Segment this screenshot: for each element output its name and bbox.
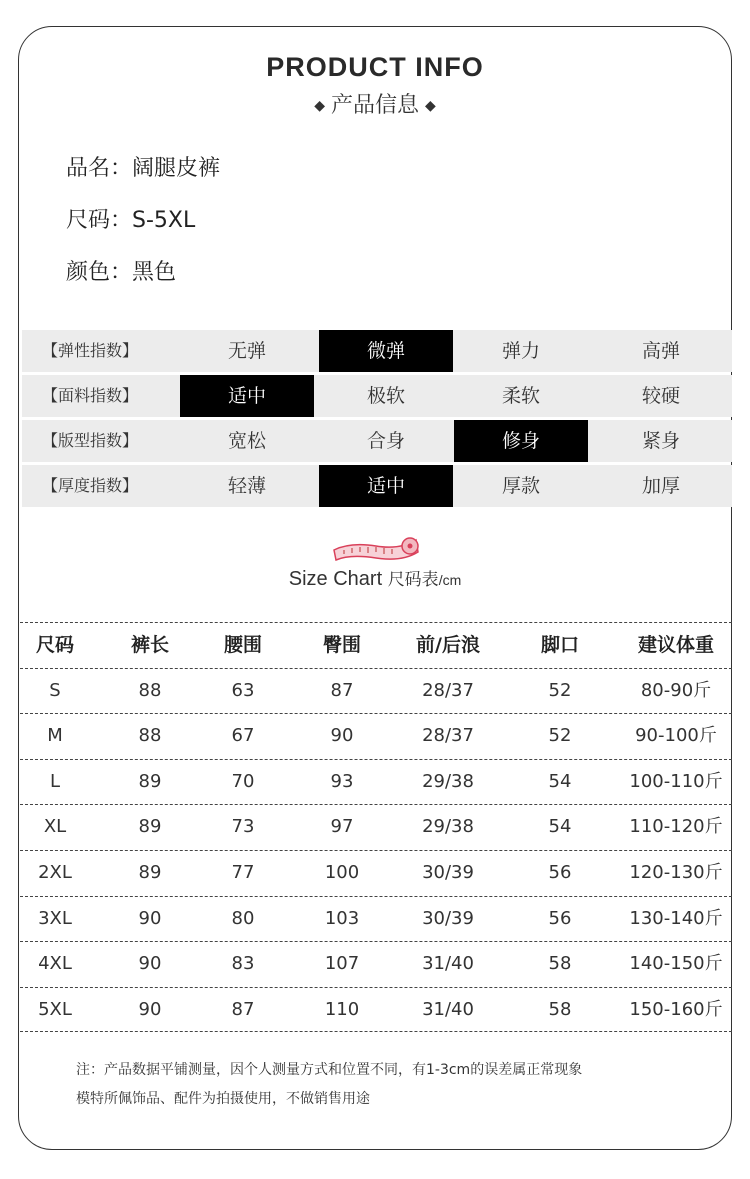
table-cell: 30/39	[422, 907, 474, 929]
table-header-cell: 腰围	[223, 634, 262, 656]
table-cell: 58	[548, 998, 572, 1020]
table-cell: 70	[231, 770, 255, 792]
table-cell: 73	[231, 816, 255, 838]
table-cell: 3XL	[38, 907, 72, 929]
index-option: 弹力	[501, 340, 540, 362]
subtitle-text: 产品信息	[330, 93, 419, 118]
product-name-value: 阔腿皮裤	[132, 156, 221, 181]
table-cell: 140-150斤	[629, 953, 723, 975]
index-row	[22, 420, 732, 462]
table-cell: L	[49, 770, 61, 792]
table-cell: 67	[231, 725, 255, 747]
table-cell: 31/40	[422, 953, 474, 975]
table-row	[20, 759, 732, 805]
table-cell: 97	[330, 816, 354, 838]
index-option-selected: 适中	[180, 375, 314, 417]
table-cell: 90-100斤	[635, 725, 717, 747]
table-cell: M	[47, 725, 63, 747]
index-option: 轻薄	[227, 475, 266, 497]
index-option: 高弹	[641, 340, 680, 362]
table-cell: 2XL	[38, 861, 72, 883]
table-header-cell: 裤长	[130, 634, 169, 656]
size-chart-title	[0, 565, 750, 591]
index-label: 【版型指数】	[41, 431, 138, 450]
table-cell: 90	[330, 725, 354, 747]
table-cell: 88	[138, 679, 162, 701]
table-cell: 89	[138, 770, 162, 792]
table-cell: 5XL	[38, 998, 72, 1020]
table-row	[20, 896, 732, 942]
table-cell: 89	[138, 861, 162, 883]
table-header-row	[20, 622, 732, 668]
table-cell: 4XL	[38, 953, 72, 975]
table-row	[20, 941, 732, 987]
index-table	[22, 330, 732, 510]
table-cell: 110-120斤	[629, 816, 723, 838]
table-cell: 54	[548, 816, 572, 838]
index-option: 极软	[366, 385, 405, 407]
table-cell: 87	[231, 998, 255, 1020]
diamond-icon: ◆	[425, 98, 436, 114]
index-option: 宽松	[227, 430, 266, 452]
table-cell: 150-160斤	[629, 998, 723, 1020]
table-cell: 56	[548, 907, 572, 929]
table-cell: 120-130斤	[629, 861, 723, 883]
index-option-selected: 微弹	[319, 330, 453, 372]
table-cell: 88	[138, 725, 162, 747]
table-cell: 29/38	[422, 816, 474, 838]
index-option-selected: 适中	[319, 465, 453, 507]
page-title: PRODUCT INFO	[266, 52, 484, 82]
table-cell: 100-110斤	[629, 770, 723, 792]
index-option: 较硬	[641, 385, 680, 407]
product-color	[66, 255, 176, 286]
size-chart-unit: /cm	[438, 572, 462, 588]
table-row	[20, 987, 732, 1033]
table-header-cell: 前/后浪	[416, 634, 480, 656]
table-header-cell: 建议体重	[637, 634, 714, 656]
table-header-cell: 臀围	[322, 634, 361, 656]
table-cell: S	[49, 679, 61, 701]
table-cell: 80	[231, 907, 255, 929]
product-color-label: 颜色：	[66, 260, 133, 285]
note-line: 注：产品数据平铺测量，因个人测量方式和位置不同，有1-3cm的误差属正常现象	[76, 1062, 583, 1078]
size-chart-title-cn: 尺码表	[387, 570, 439, 590]
table-cell: 83	[231, 953, 255, 975]
table-cell: 90	[138, 953, 162, 975]
product-size	[66, 203, 195, 234]
table-cell: 93	[330, 770, 354, 792]
table-cell: 31/40	[422, 998, 474, 1020]
index-option: 合身	[366, 430, 405, 452]
table-cell: 30/39	[422, 861, 474, 883]
index-option-selected: 修身	[454, 420, 588, 462]
index-option: 紧身	[641, 430, 680, 452]
table-cell: 77	[231, 861, 255, 883]
product-size-label: 尺码：	[66, 208, 133, 233]
size-table	[20, 622, 732, 1032]
product-color-value: 黑色	[132, 260, 177, 285]
index-row	[22, 330, 732, 372]
table-cell: 103	[324, 907, 360, 929]
table-header-cell: 脚口	[540, 634, 579, 656]
table-row	[20, 668, 732, 714]
product-name	[66, 151, 220, 182]
index-label: 【厚度指数】	[41, 476, 138, 495]
table-cell: 56	[548, 861, 572, 883]
table-cell: 90	[138, 998, 162, 1020]
table-cell: 87	[330, 679, 354, 701]
measuring-tape-icon	[330, 532, 422, 564]
index-option: 无弹	[227, 340, 266, 362]
size-chart-title-en: Size Chart	[288, 568, 383, 590]
index-label: 【面料指数】	[41, 386, 138, 405]
table-cell: 90	[138, 907, 162, 929]
table-cell: XL	[43, 816, 67, 838]
table-row	[20, 850, 732, 896]
index-option: 加厚	[641, 475, 680, 497]
table-cell: 63	[231, 679, 255, 701]
index-option: 厚款	[501, 475, 540, 497]
table-cell: 110	[324, 998, 360, 1020]
index-row	[22, 375, 732, 417]
table-cell: 54	[548, 770, 572, 792]
table-header-cell: 尺码	[35, 634, 74, 656]
table-cell: 80-90斤	[640, 679, 712, 701]
note-line: 模特所佩饰品、配件为拍摄使用，不做销售用途	[76, 1091, 370, 1107]
table-cell: 52	[548, 725, 572, 747]
table-cell: 100	[324, 861, 360, 883]
product-size-value: S-5XL	[132, 208, 196, 233]
table-cell: 89	[138, 816, 162, 838]
table-cell: 29/38	[422, 770, 474, 792]
table-cell: 107	[324, 953, 360, 975]
product-name-label: 品名：	[66, 156, 133, 181]
index-option: 柔软	[501, 385, 540, 407]
index-label: 【弹性指数】	[41, 341, 138, 360]
index-row	[22, 465, 732, 507]
table-cell: 58	[548, 953, 572, 975]
table-cell: 52	[548, 679, 572, 701]
table-cell: 28/37	[422, 679, 474, 701]
table-cell: 28/37	[422, 725, 474, 747]
table-cell: 130-140斤	[629, 907, 723, 929]
table-row	[20, 804, 732, 850]
diamond-icon: ◆	[314, 98, 325, 114]
page-subtitle	[0, 88, 750, 119]
table-row	[20, 713, 732, 759]
